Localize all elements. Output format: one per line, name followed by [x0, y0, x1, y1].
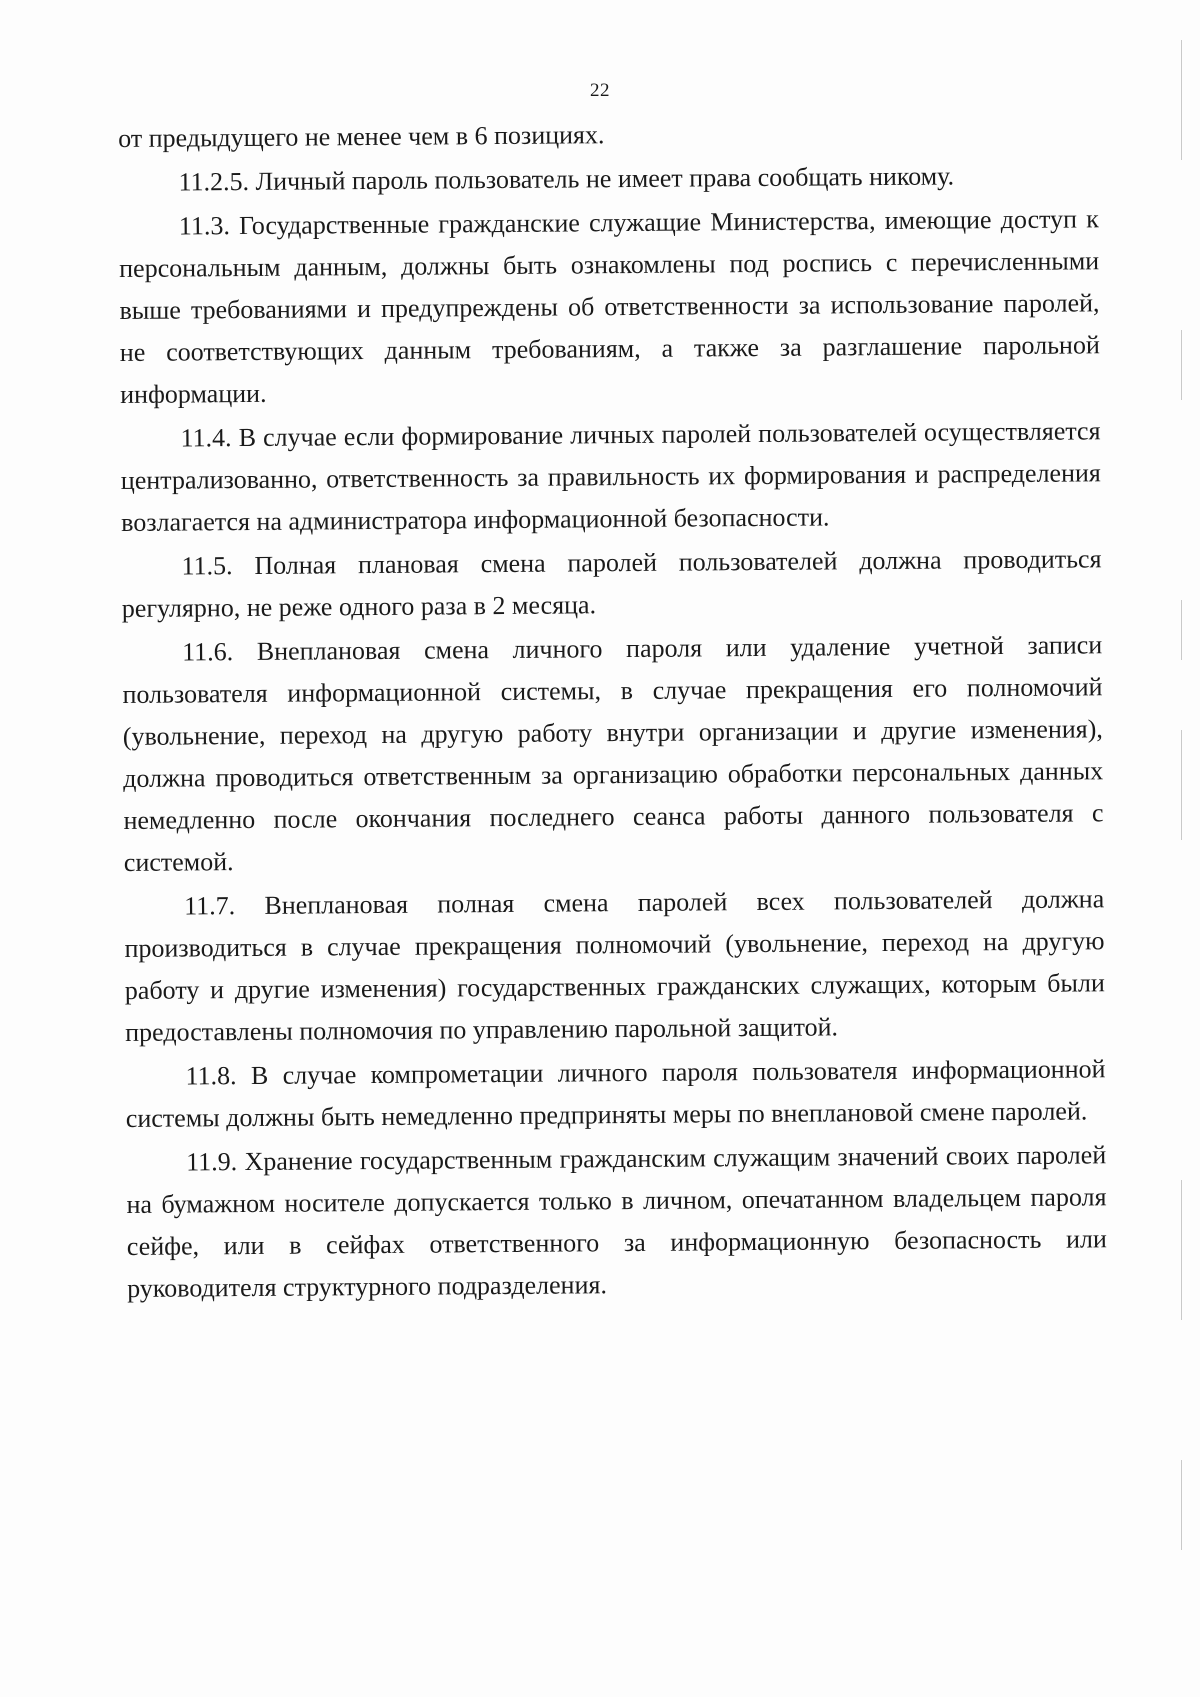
scan-edge-mark — [1181, 1180, 1182, 1320]
paragraph-11-9: 11.9. Хранение государственным гражданским служащим значений своих паролей на бумажном носителе допускается только в личном, опечатанном владельцем пароля сейфе, или в сейфах ответственного за информационную безопасность или руководителя структурного подразделения. — [126, 1140, 1107, 1303]
paragraph-11-7: 11.7. Внеплановая полная смена паролей всех пользователей должна производиться в случае прекращения полномочий (увольнение, переход на другую работу и другие изменения) государственных гражданских служащих, которым были предоставлены полномочия по управлению парольной защитой. — [124, 884, 1105, 1047]
page-number: 22 — [590, 80, 610, 101]
document-body — [118, 110, 1107, 1310]
paragraph-11-8: 11.8. В случае компрометации личного пароля пользователя информационной системы должны быть немедленно предприняты меры по внеплановой смене паролей. — [125, 1054, 1106, 1133]
paragraph-11-2-5: 11.2.5. Личный пароль пользователь не имеет права сообщать никому. — [178, 161, 955, 197]
paragraph-11-3: 11.3. Государственные гражданские служащие Министерства, имеющие доступ к персональным данным, должны быть ознакомлены под роспись с перечисленными выше требованиями и предупреждены об ответственности за использование паролей, не соответствующих данным требованиям, а также за разглашение парольной информации. — [119, 204, 1100, 409]
paragraph-11-5: 11.5. Полная плановая смена паролей пользователей должна проводиться регулярно, не реже одного раза в 2 месяца. — [121, 544, 1102, 623]
paragraph-continuation: от предыдущего не менее чем в 6 позициях. — [118, 120, 605, 153]
scan-edge-mark — [1181, 330, 1182, 400]
scan-edge-mark — [1181, 600, 1182, 660]
scan-edge-mark — [1181, 1460, 1182, 1550]
paragraph-11-6: 11.6. Внеплановая смена личного пароля или удаление учетной записи пользователя информационной системы, в случае прекращения его полномочий (увольнение, переход на другую работу внутри организации и другие изменения), должна проводиться ответственным за организацию обработки персональных данных немедленно после окончания последнего сеанса работы данного пользователя с системой. — [122, 630, 1104, 877]
scan-edge-mark — [1181, 40, 1182, 160]
scan-edge-mark — [1181, 730, 1182, 840]
paragraph-11-4: 11.4. В случае если формирование личных паролей пользователей осуществляется централизованно, ответственность за правильность их формирования и распределения возлагается на администратора информационной безопасности. — [120, 416, 1101, 537]
